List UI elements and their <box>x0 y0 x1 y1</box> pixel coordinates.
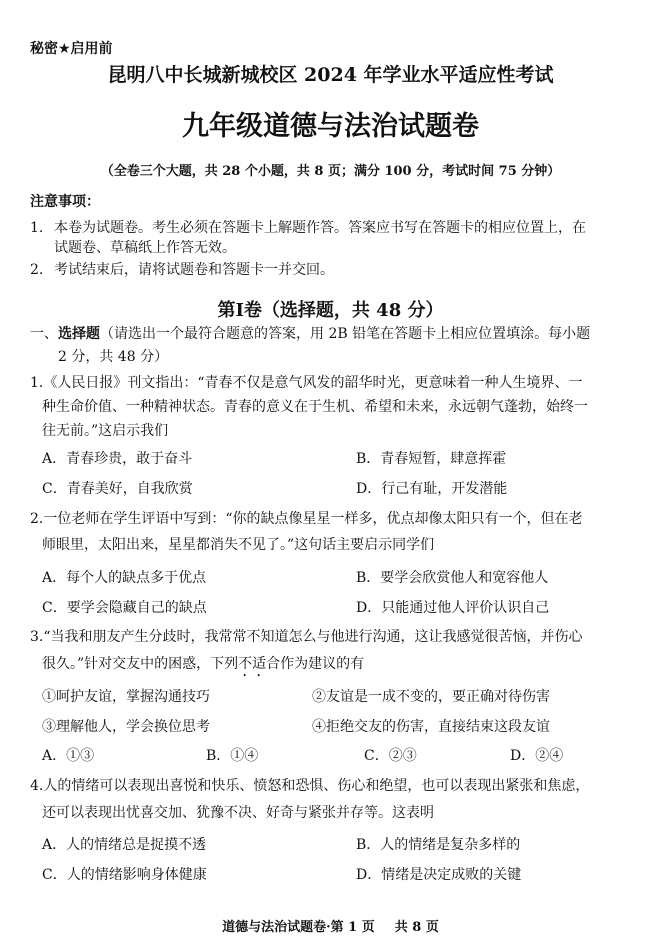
paper-title: 九年级道德与法治试题卷 <box>182 111 479 142</box>
q4-line-2: 还可以表现出忧喜交加、犹豫不决、好奇与紧张并存等。这表明 <box>42 805 434 821</box>
page-footer <box>0 916 661 935</box>
notice-item-2-num: 2. <box>30 262 44 278</box>
q3-item-3: ③理解他人，学会换位思考 <box>42 719 210 735</box>
notice-item-2-line1: 考试结束后，请将试题卷和答题卡一并交回。 <box>54 262 334 278</box>
notice-item-1-line2: 试题卷、草稿纸上作答无效。 <box>54 240 236 256</box>
footer-page-label: 道德与法治试题卷·第 1 页 <box>222 920 375 935</box>
q4-option-d[interactable]: D．情绪是决定成败的关键 <box>356 867 522 883</box>
q3-item-4: ④拒绝交友的伤害，直接结束这段友谊 <box>312 719 550 735</box>
section-title: 第Ⅰ卷（选择题，共 48 分） <box>217 300 444 321</box>
section-heading-num: 一、 <box>30 326 58 342</box>
q4-option-b[interactable]: B．人的情绪是复杂多样的 <box>356 837 521 853</box>
q2-line-1: 2.一位老师在学生评语中写到：“你的缺点像星星一样多，优点却像太阳只有一个，但在老 <box>30 511 583 527</box>
footer-total-pages: 共 8 页 <box>394 920 439 935</box>
notice-item-1-num: 1. <box>30 220 44 236</box>
q4-option-c[interactable]: C．人的情绪影响身体健康 <box>42 867 207 883</box>
q1-option-b[interactable]: B．青春短暂，肆意挥霍 <box>356 451 507 467</box>
q3-line-1: 3.“当我和朋友产生分歧时，我常常不知道怎么与他进行沟通，这让我感觉很苦恼，并伤心 <box>30 629 583 645</box>
q2-option-c[interactable]: C．要学会隐藏自己的缺点 <box>42 600 207 616</box>
section-heading-label: 选择题 <box>58 326 100 342</box>
q1-line-3: 往无前。”这启示我们 <box>42 423 169 439</box>
q3-option-b[interactable]: B．①④ <box>206 748 259 764</box>
q3-line-2 <box>42 652 364 680</box>
q2-option-b[interactable]: B．要学会欣赏他人和宽容他人 <box>356 570 549 586</box>
q1-option-a[interactable]: A．青春珍贵，敢于奋斗 <box>42 451 193 467</box>
q2-option-d[interactable]: D．只能通过他人评价认识自己 <box>356 600 550 616</box>
q3-item-1: ①呵护友谊，掌握沟通技巧 <box>42 689 210 705</box>
q1-option-d[interactable]: D．行己有耻，开发潜能 <box>356 481 508 497</box>
q3-line-2-post: 合作为建议的有 <box>266 656 365 672</box>
q1-line-2: 种生命价值、一种精神状态。青春的意义在于生机、希望和未来，永远朝气蓬勃，始终一 <box>42 399 588 415</box>
q4-option-a[interactable]: A．人的情绪总是捉摸不透 <box>42 837 207 853</box>
q4-line-1: 4.人的情绪可以表现出喜悦和快乐、愤怒和恐惧、伤心和绝望，也可以表现出紧张和焦虑， <box>30 778 590 794</box>
q3-option-d[interactable]: D．②④ <box>510 748 564 764</box>
q3-emphasis: 不适 <box>238 656 267 672</box>
paper-info: （全卷三个大题，共 28 个小题，共 8 页；满分 100 分，考试时间 75 分钟） <box>100 164 561 179</box>
q1-line-1: 1.《人民日报》刊文指出：“青春不仅是意气风发的韶华时光，更意味着一种人生境界、一 <box>30 375 583 391</box>
q1-option-c[interactable]: C．青春美好，自我欣赏 <box>42 481 193 497</box>
q3-option-c[interactable]: C．②③ <box>364 748 417 764</box>
q3-item-2: ②友谊是一成不变的，要正确对待伤害 <box>312 689 550 705</box>
exam-title: 昆明八中长城新城校区 2024 年学业水平适应性考试 <box>107 64 554 86</box>
q3-option-a[interactable]: A．①③ <box>42 748 95 764</box>
section-heading-text2: 2 分，共 48 分） <box>58 349 169 365</box>
notice-heading: 注意事项： <box>30 194 100 210</box>
secret-mark: 秘密★启用前 <box>30 41 113 57</box>
q2-line-2: 师眼里，太阳出来，星星都消失不见了。”这句话主要启示同学们 <box>42 537 435 553</box>
notice-item-1-line1: 本卷为试题卷。考生必须在答题卡上解题作答。答案应书写在答题卡的相应位置上，在 <box>54 220 586 236</box>
q2-option-a[interactable]: A．每个人的缺点多于优点 <box>42 570 207 586</box>
section-heading <box>30 322 590 346</box>
section-heading-text: （请选出一个最符合题意的答案，用 2B 铅笔在答题卡上相应位置填涂。每小题 <box>100 326 591 342</box>
q3-line-2-pre: 很久。”针对交友中的困惑，下列 <box>42 656 239 672</box>
